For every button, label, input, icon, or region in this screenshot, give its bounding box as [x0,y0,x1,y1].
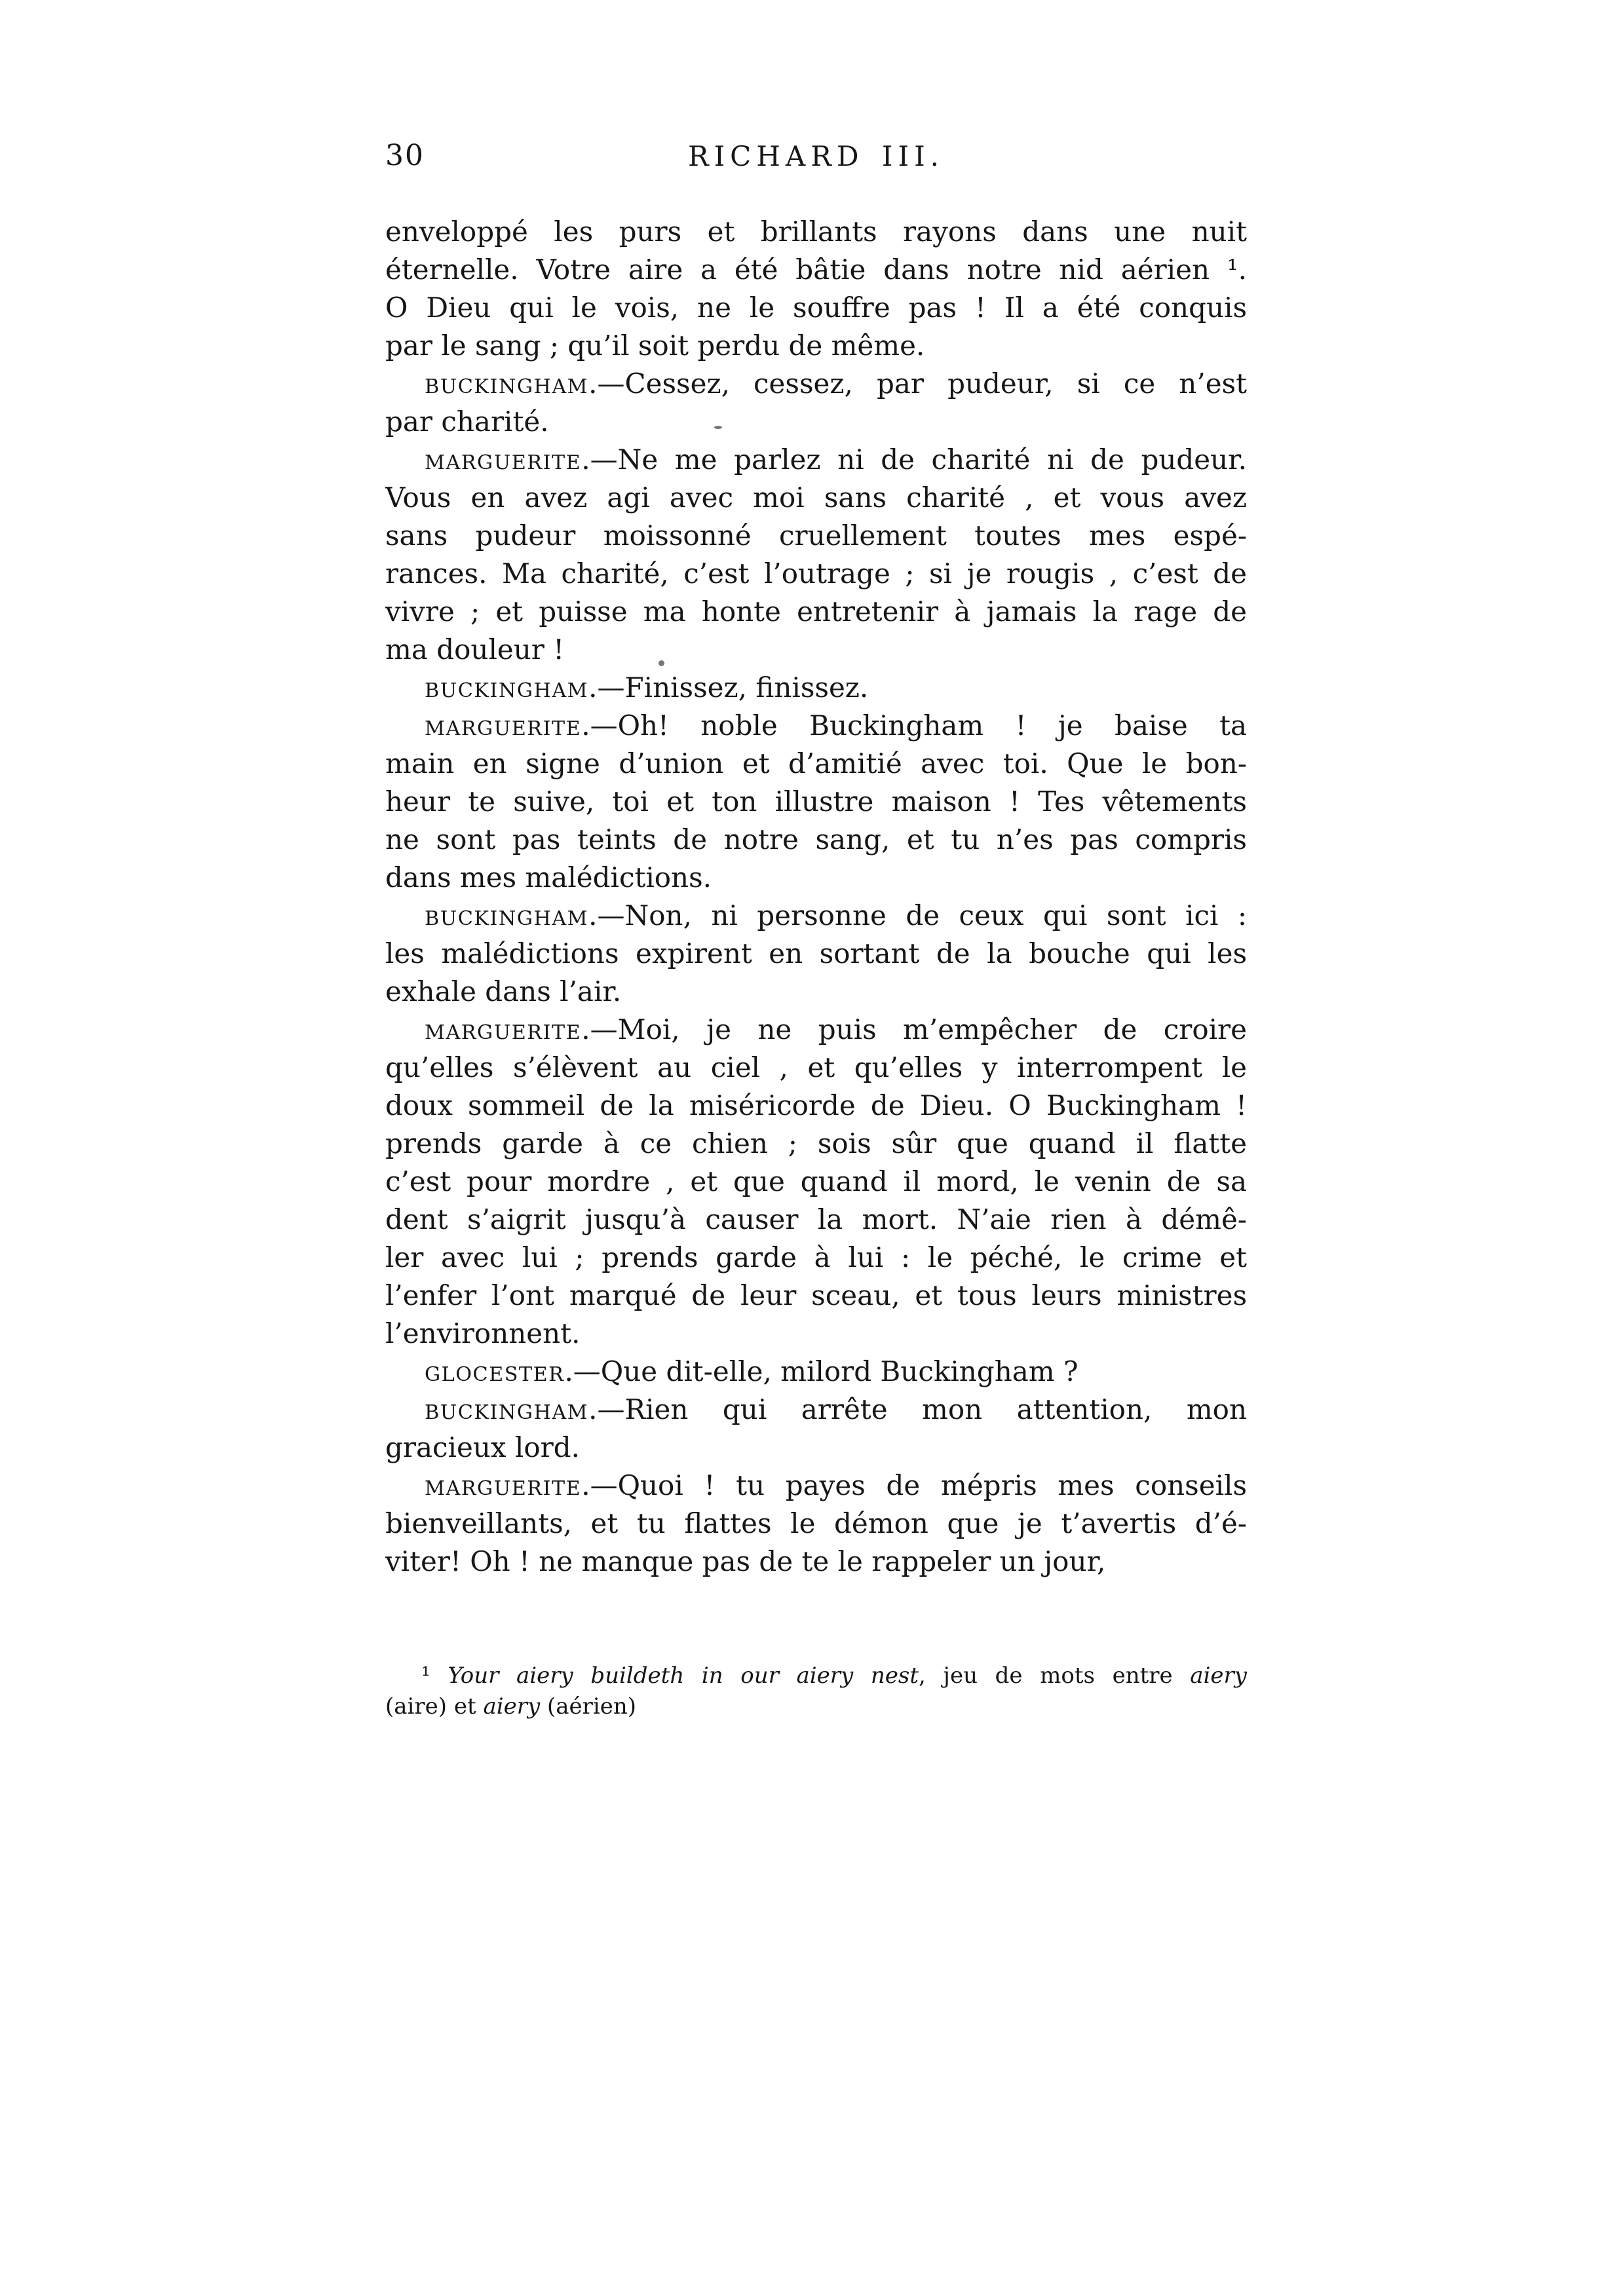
text-line: heur te suive, toi et ton illustre maison ! Tes vêtements [385,785,1247,818]
text-line [385,897,1247,935]
text-line [385,1467,1247,1505]
footnote-italic-text: aiery [483,1693,541,1720]
text-line: doux sommeil de la miséricorde de Dieu. O Buckingham ! [385,1089,1247,1121]
speaker-name: GLOCESTER [425,1363,565,1386]
footnote-text: , jeu de mots entre [918,1663,1191,1689]
text-line: qu’elles s’élèvent au ciel , et qu’elles y interrompent le [385,1051,1247,1083]
speaker-name: BUCKINGHAM [425,679,589,702]
page-number: 30 [385,139,425,172]
line-text: .—Quoi ! tu payes de mépris mes conseils [581,1469,1247,1501]
body-text [385,213,1247,1581]
paragraph [385,365,1247,441]
text-line: c’est pour mordre , et que quand il mord, le venin de sa [385,1165,1247,1197]
line-text: .—Moi, je ne puis m’empêcher de croire [581,1013,1247,1045]
text-line [385,1011,1247,1049]
text-line: l’environnent. [385,1317,581,1349]
footnote [385,1661,1247,1722]
text-line: par le sang ; qu’il soit perdu de même. [385,329,925,362]
line-text: .—Ne me parlez ni de charité ni de pudeur. [581,443,1247,476]
footnote-text: ¹ [421,1663,448,1689]
running-head [385,139,1247,176]
footnote-text: (aérien) [540,1693,637,1720]
text-line: gracieux lord. [385,1431,580,1463]
paragraph [385,897,1247,1011]
paragraph [385,1391,1247,1467]
scan-artifact-dot [659,660,664,666]
paragraph [385,441,1247,669]
line-text: .—Non, ni personne de ceux qui sont ici : [588,899,1247,932]
text-line: par charité. [385,405,549,438]
speaker-name: MARGUERITE [425,1021,582,1044]
paragraph [385,1011,1247,1353]
text-line: Vous en avez agi avec moi sans charité , et vous avez [385,481,1247,514]
text-line: viter! Oh ! ne manque pas de te le rappeler un jour, [385,1545,1106,1577]
scan-artifact-dot [714,426,722,429]
footnote-line [385,1661,1247,1691]
text-line: l’enfer l’ont marqué de leur sceau, et tous leurs ministres [385,1279,1247,1311]
text-line: ler avec lui ; prends garde à lui : le péché, le crime et [385,1241,1247,1273]
paragraph [385,707,1247,897]
text-line: vivre ; et puisse ma honte entretenir à jamais la rage de [385,595,1247,628]
line-text: .—Cessez, cessez, par pudeur, si ce n’est [588,367,1247,400]
text-line: bienveillants, et tu flattes le démon que je t’avertis d’é- [385,1507,1247,1539]
page-title: RICHARD III. [687,140,945,172]
speaker-name: BUCKINGHAM [425,1401,589,1424]
speaker-name: BUCKINGHAM [425,375,589,398]
speaker-name: MARGUERITE [425,451,582,474]
text-line: éternelle. Votre aire a été bâtie dans notre nid aérien ¹. [385,254,1247,286]
text-line: les malédictions expirent en sortant de la bouche qui les [385,937,1247,969]
text-line: dent s’aigrit jusqu’à causer la mort. N’aie rien à démê- [385,1203,1247,1235]
speaker-name: MARGUERITE [425,1477,582,1500]
line-text: .—Finissez, finissez. [588,671,869,704]
paragraph [385,1467,1247,1581]
text-line [385,1391,1247,1429]
text-line: prends garde à ce chien ; sois sûr que quand il flatte [385,1127,1247,1159]
speaker-name: MARGUERITE [425,717,582,740]
text-line: sans pudeur moissonné cruellement toutes mes espé- [385,519,1247,552]
text-line: ma douleur ! [385,633,565,666]
line-text: .—Oh! noble Buckingham ! je baise ta [581,709,1247,742]
text-line: ne sont pas teints de notre sang, et tu n’es pas compris [385,823,1247,856]
line-text: .—Que dit-elle, milord Buckingham ? [564,1355,1079,1387]
text-line [385,365,1247,403]
footnote-text: (aire) et [385,1693,484,1720]
footnote-italic-text: Your aiery buildeth in our aiery nest [448,1663,919,1689]
paragraph [385,213,1247,365]
text-line: exhale dans l’air. [385,975,622,1007]
text-line: rances. Ma charité, c’est l’outrage ; si je rougis , c’est de [385,557,1247,590]
text-line: main en signe d’union et d’amitié avec toi. Que le bon- [385,747,1247,780]
text-line [385,669,1247,707]
text-line: dans mes malédictions. [385,861,712,894]
line-text: .—Rien qui arrête mon attention, mon [588,1393,1247,1425]
paragraph [385,669,1247,707]
text-line [385,1353,1247,1391]
text-line: enveloppé les purs et brillants rayons dans une nuit [385,216,1247,248]
paragraph [385,1353,1247,1391]
footnote-italic-text: aiery [1190,1663,1247,1689]
text-line [385,707,1247,745]
footnote-line [385,1691,1247,1722]
text-line: O Dieu qui le vois, ne le souffre pas ! Il a été conquis [385,292,1247,324]
speaker-name: BUCKINGHAM [425,907,589,930]
text-line [385,441,1247,479]
